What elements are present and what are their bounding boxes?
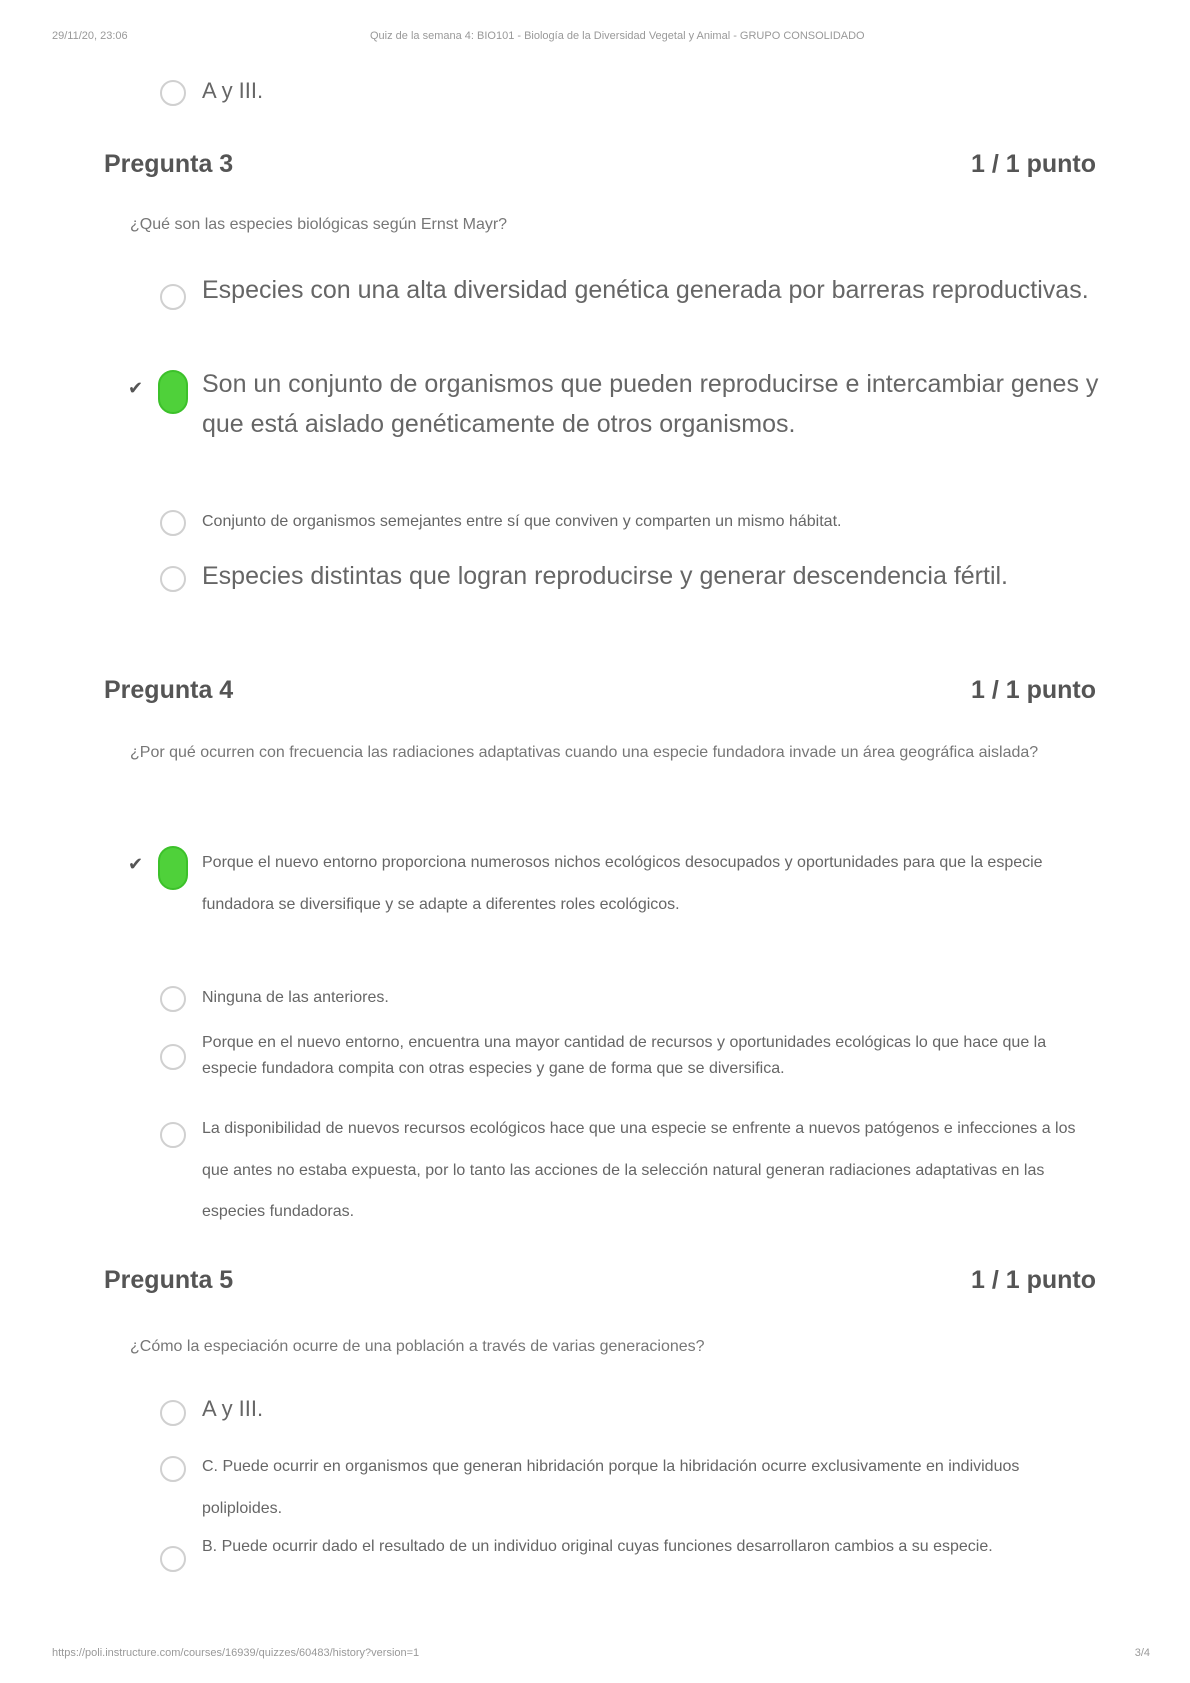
print-footer: [52, 1647, 1150, 1659]
answer-option[interactable]: [128, 984, 1100, 1020]
option-label: Conjunto de organismos semejantes entre sí que conviven y comparten un mismo hábitat.: [202, 513, 842, 530]
option-label: Porque el nuevo entorno proporciona numerosos nichos ecológicos desocupados y oportunidades para que la especie fundadora se diversifique y se adapte a diferentes roles ecológicos.: [202, 854, 1043, 913]
question-header: [104, 150, 1096, 180]
option-label: Especies con una alta diversidad genética generada por barreras reproductivas.: [202, 276, 1089, 304]
radio-button[interactable]: [160, 986, 186, 1012]
question-points: 1 / 1 punto: [971, 676, 1096, 704]
question-title: Pregunta 4: [104, 676, 234, 704]
radio-button[interactable]: [160, 1546, 186, 1572]
option-label: A y III.: [202, 78, 264, 103]
answer-option[interactable]: [128, 1392, 1100, 1432]
question-header: [104, 1266, 1096, 1296]
answer-option[interactable]: [128, 270, 1100, 350]
radio-button[interactable]: [160, 566, 186, 592]
correct-check-icon: ✔: [128, 854, 144, 874]
answer-option[interactable]: [128, 510, 1100, 550]
option-label: Especies distintas que logran reproducirse y generar descendencia fértil.: [202, 562, 1009, 590]
answer-option[interactable]: [128, 1030, 1100, 1090]
question-title: Pregunta 5: [104, 1266, 234, 1294]
question-points: 1 / 1 punto: [971, 150, 1096, 178]
answer-option[interactable]: [128, 1446, 1100, 1526]
print-date: 29/11/20, 23:06: [52, 30, 128, 42]
page-number: 3/4: [1134, 1647, 1150, 1659]
option-label: Ninguna de las anteriores.: [202, 989, 389, 1006]
radio-button[interactable]: [160, 510, 186, 536]
question-header: [104, 676, 1096, 706]
radio-button[interactable]: [160, 1456, 186, 1482]
answer-option[interactable]: [128, 70, 1100, 110]
document-title: Quiz de la semana 4: BIO101 - Biología de la Diversidad Vegetal y Animal - GRUPO CONSOLIDADO: [370, 30, 865, 42]
radio-button[interactable]: [160, 1044, 186, 1070]
option-label: La disponibilidad de nuevos recursos ecológicos hace que una especie se enfrente a nuevos patógenos e infecciones a los que antes no estaba expuesta, por lo tanto las acciones de la selección natural generan radiaciones adaptativas en las especies fundadoras.: [202, 1120, 1076, 1221]
radio-button[interactable]: [160, 80, 186, 106]
radio-button[interactable]: [160, 1122, 186, 1148]
option-label: C. Puede ocurrir en organismos que generan hibridación porque la hibridación ocurre exclusivamente en individuos poliploides.: [202, 1458, 1020, 1517]
question-points: 1 / 1 punto: [971, 1266, 1096, 1294]
radio-button-selected[interactable]: [158, 370, 188, 414]
answer-option-selected[interactable]: [128, 840, 1100, 970]
option-label: A y III.: [202, 1396, 264, 1421]
correct-check-icon: ✔: [128, 378, 144, 398]
option-label: Son un conjunto de organismos que pueden reproducirse e intercambiar genes y que está aislado genéticamente de otros organismos.: [202, 370, 1099, 438]
answer-option-selected[interactable]: [128, 364, 1100, 484]
answer-option[interactable]: [128, 1534, 1100, 1594]
question-text: ¿Qué son las especies biológicas según Ernst Mayr?: [130, 216, 508, 233]
question-title: Pregunta 3: [104, 150, 234, 178]
option-label: B. Puede ocurrir dado el resultado de un individuo original cuyas funciones desarrollaron cambios a su especie.: [202, 1538, 993, 1555]
answer-option[interactable]: [128, 556, 1100, 636]
option-label: Porque en el nuevo entorno, encuentra una mayor cantidad de recursos y oportunidades ecológicas lo que hace que la especie fundadora compita con otras especies y gane de forma que se diversifica.: [202, 1034, 1047, 1077]
radio-button-selected[interactable]: [158, 846, 188, 890]
radio-button[interactable]: [160, 1400, 186, 1426]
question-text: ¿Por qué ocurren con frecuencia las radiaciones adaptativas cuando una especie fundadora invade un área geográfica aislada?: [130, 744, 1039, 761]
radio-button[interactable]: [160, 284, 186, 310]
question-text: ¿Cómo la especiación ocurre de una población a través de varias generaciones?: [130, 1338, 705, 1355]
page-url: https://poli.instructure.com/courses/16939/quizzes/60483/history?version=1: [52, 1647, 420, 1659]
answer-option[interactable]: [128, 1108, 1100, 1238]
